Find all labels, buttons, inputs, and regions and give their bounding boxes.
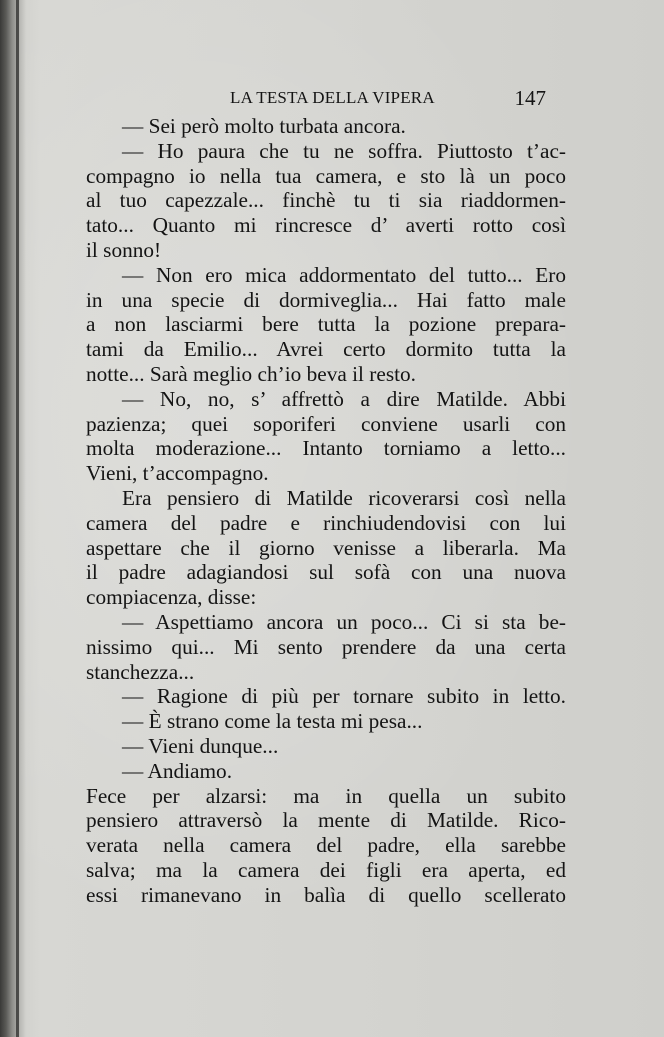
book-spine-shadow	[0, 0, 26, 1037]
text-line: essi rimanevano in balìa di quello scellerato	[86, 882, 566, 907]
text-line: notte... Sarà meglio ch’io beva il resto.	[86, 361, 417, 386]
text-line: stanchezza...	[86, 659, 195, 684]
text-line: pazienza; quei soporiferi conviene usarli con	[86, 411, 566, 436]
text-line: — No, no, s’ affrettò a dire Matilde. Abbi	[122, 386, 566, 411]
text-line: il padre adagiandosi sul sofà con una nuova	[86, 560, 566, 585]
running-title: LA TESTA DELLA VIPERA	[230, 88, 435, 107]
text-line: — Non ero mica addormentato del tutto... Ero	[122, 262, 566, 287]
text-line: — Aspettiamo ancora un poco... Ci si sta be-	[122, 609, 566, 634]
text-line: a non lasciarmi bere tutta la pozione prepara-	[86, 312, 566, 337]
body-text	[86, 114, 566, 908]
text-line: camera del padre e rinchiudendovisi con lui	[86, 510, 566, 535]
text-line: pensiero attraversò la mente di Matilde. Rico-	[86, 808, 566, 833]
book-gutter-line	[16, 0, 19, 1037]
text-line: — Sei però molto turbata ancora.	[122, 114, 406, 138]
text-line: — Ragione di più per tornare subito in letto.	[122, 684, 566, 709]
text-line: — Ho paura che tu ne soffra. Piuttosto t’ac-	[122, 138, 566, 163]
text-line: il sonno!	[86, 237, 162, 262]
text-line: compiacenza, disse:	[86, 585, 257, 610]
text-line: compagno io nella tua camera, e sto là un poco	[86, 163, 566, 188]
text-line: — Andiamo.	[122, 758, 233, 783]
text-line: — Vieni dunque...	[122, 733, 279, 758]
page-number: 147	[514, 86, 546, 110]
text-line: nissimo qui... Mi sento prendere da una certa	[86, 634, 566, 659]
text-line: — È strano come la testa mi pesa...	[122, 709, 423, 734]
text-line: molta moderazione... Intanto torniamo a letto...	[86, 436, 566, 461]
text-line: salva; ma la camera dei figli era aperta, ed	[86, 857, 566, 882]
text-line: in una specie di dormiveglia... Hai fatto male	[86, 287, 566, 312]
text-line: Fece per alzarsi: ma in quella un subito	[86, 783, 566, 808]
text-line: Vieni, t’accompagno.	[86, 461, 269, 486]
text-line: Era pensiero di Matilde ricoverarsi così nella	[122, 485, 566, 510]
text-line: verata nella camera del padre, ella sarebbe	[86, 833, 566, 858]
text-line: aspettare che il giorno venisse a liberarla. Ma	[86, 535, 566, 560]
text-line: tato... Quanto mi rincresce d’ averti rotto così	[86, 213, 566, 238]
text-line: al tuo capezzale... finchè tu ti sia riaddormen-	[86, 188, 566, 213]
page-header	[230, 86, 560, 114]
text-line: tami da Emilio... Avrei certo dormito tutta la	[86, 337, 566, 362]
